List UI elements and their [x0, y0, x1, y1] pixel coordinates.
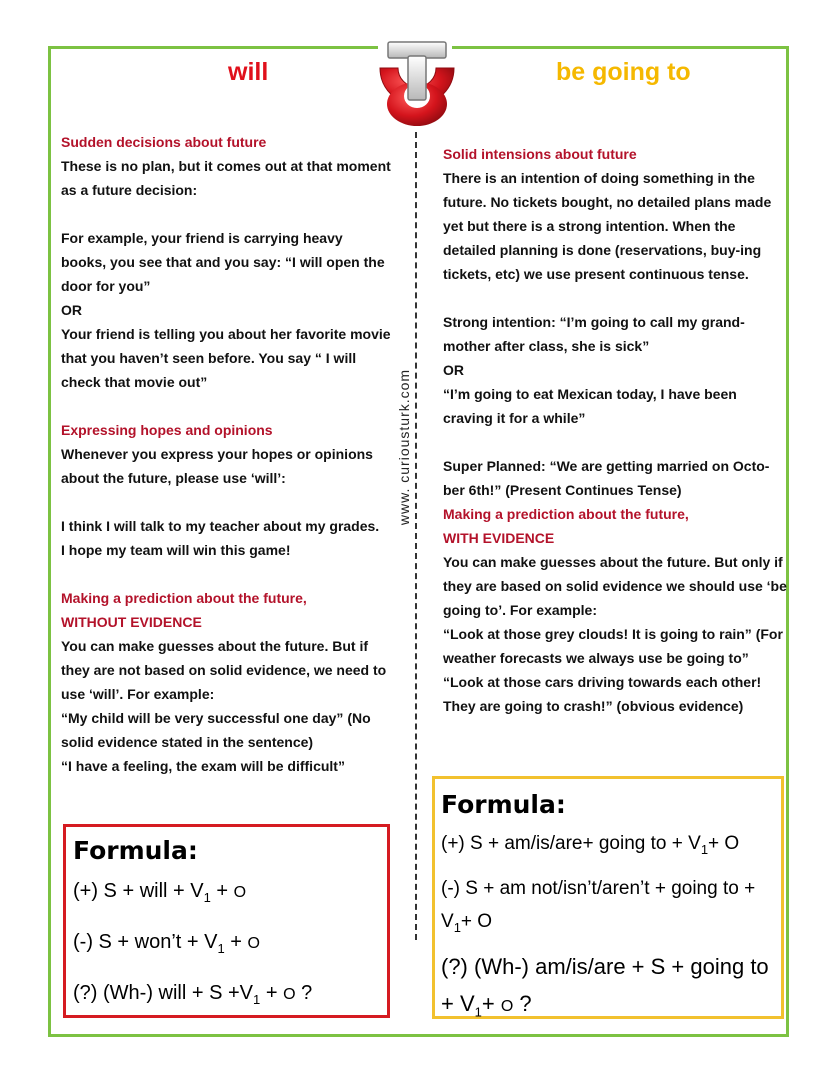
paragraph: Strong intention: “I’m going to call my grand-mother after class, she is sick” — [443, 314, 745, 354]
formula-negative: (-) S + won’t + $V_1 + O$ — [73, 931, 260, 956]
or-text: OR — [61, 302, 82, 318]
heading-prediction: Making a prediction about the future, — [443, 506, 689, 522]
formula-positive: (+) S + will + $V_1 + O$ — [73, 880, 247, 905]
formula-box-will — [63, 824, 390, 1018]
paragraph: These is no plan, but it comes out at that moment as a future decision: — [61, 158, 391, 198]
heading-without-evidence: WITHOUT EVIDENCE — [61, 614, 202, 630]
formula-positive: (+) S + am/is/are+ going to + $V_1+ O$ — [441, 833, 740, 857]
will-column — [61, 130, 391, 778]
paragraph: I think I will talk to my teacher about my grades. — [61, 518, 380, 534]
paragraph: You can make guesses about the future. But only if they are based on solid evidence we should use ‘be going to’. For example: — [443, 554, 787, 618]
paragraph: Super Planned: “We are getting married on Octo-ber 6th!” (Present Continues Tense) — [443, 458, 770, 498]
formula-question: (?) (Wh-) am/is/are + S + going to + $V_1+ O$ ? — [441, 953, 769, 1019]
heading-hopes-opinions: Expressing hopes and opinions — [61, 422, 273, 438]
formula-question: (?) (Wh-) will + $S +V_1 + O$ ? — [73, 982, 313, 1007]
paragraph: I hope my team will win this game! — [61, 542, 291, 558]
formula-title: Formula: — [73, 836, 198, 865]
paragraph: There is an intention of doing something in the future. No tickets bought, no detailed plans made yet but there is a strong intention. When the detailed planning is done (reservations, buy-ing tickets, etc) we use present continuous tense. — [443, 170, 772, 282]
watermark — [396, 364, 412, 529]
formula-title: Formula: — [441, 790, 566, 819]
curiousturk-logo-icon — [374, 38, 460, 134]
title-will: will — [228, 58, 269, 86]
heading-with-evidence: WITH EVIDENCE — [443, 530, 555, 546]
title-be-going-to: be going to — [556, 58, 691, 86]
paragraph: “I have a feeling, the exam will be difficult” — [61, 758, 345, 774]
paragraph: Whenever you express your hopes or opinions about the future, please use ‘will’: — [61, 446, 373, 486]
paragraph: “Look at those grey clouds! It is going to rain” (For weather forecasts we always use be going to” — [443, 626, 783, 666]
formula-negative: (-) S + am not/isn’t/aren’t + going to + $V_1+ O$ — [441, 877, 756, 935]
paragraph: Your friend is telling you about her favorite movie that you haven’t seen before. You say “ I will check that movie out” — [61, 326, 391, 390]
paragraph: “Look at those cars driving towards each other! They are going to crash!” (obvious evidence) — [443, 674, 762, 714]
be-going-to-column — [443, 142, 788, 718]
heading-solid-intensions: Solid intensions about future — [443, 146, 637, 162]
paragraph: “I’m going to eat Mexican today, I have been craving it for a while” — [443, 386, 737, 426]
heading-prediction: Making a prediction about the future, — [61, 590, 307, 606]
watermark-text: www. curiousturk.com — [396, 368, 412, 525]
paragraph: For example, your friend is carrying heavy books, you see that and you say: “I will open the door for you” — [61, 230, 385, 294]
formula-box-be-going-to — [432, 776, 784, 1019]
paragraph: “My child will be very successful one day” (No solid evidence stated in the sentence) — [61, 710, 371, 750]
heading-sudden-decisions: Sudden decisions about future — [61, 134, 267, 150]
or-text: OR — [443, 362, 464, 378]
paragraph: You can make guesses about the future. But if they are not based on solid evidence, we need to use ‘will’. For example: — [61, 638, 387, 702]
dashed-divider — [415, 132, 417, 940]
